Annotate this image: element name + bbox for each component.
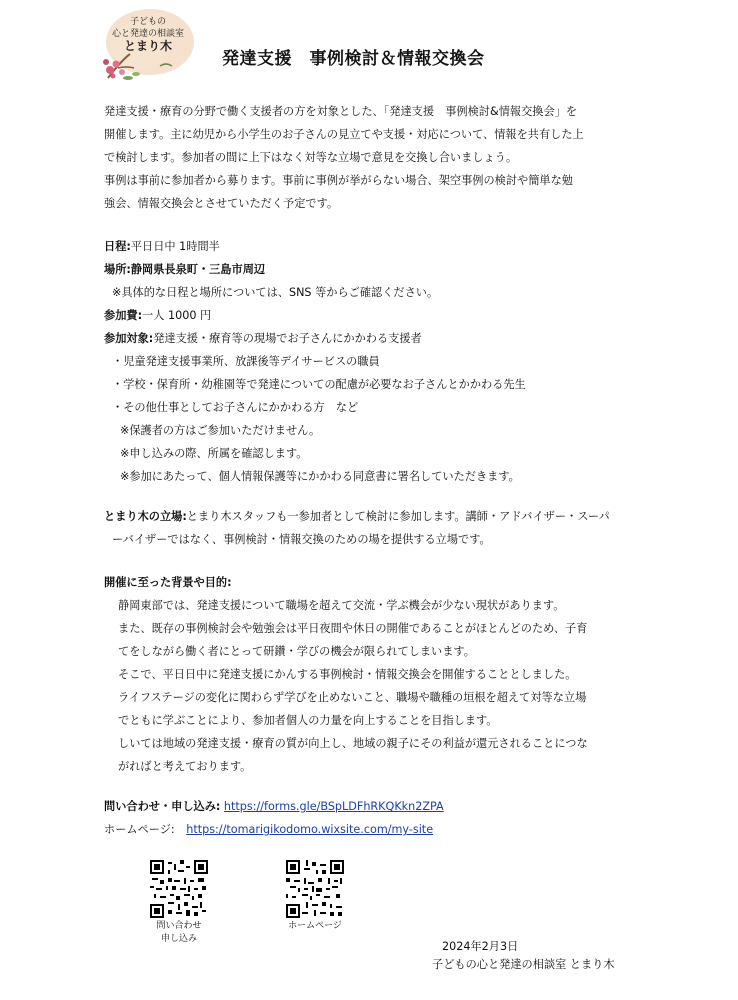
date-label: 日程:	[104, 240, 131, 253]
target-note: ※参加にあたって、個人情報保護等にかかわる同意書に署名していただきます。	[120, 470, 520, 483]
date-value: 平日日中 1時間半	[130, 240, 220, 253]
fee-row	[104, 304, 644, 327]
footer-org: 子どもの心と発達の相談室 とまり木	[432, 958, 615, 971]
target-item: ・その他仕事としてお子さんにかかわる方 など	[112, 401, 359, 414]
logo-line-1: 子どもの	[129, 17, 166, 27]
stance-line-1	[104, 505, 644, 528]
background-line: ライフステージの変化に関わらず学びを止めないこと、職場や職種の垣根を超えて対等な立場	[118, 691, 587, 704]
inquiry-qr-caption-line: 申し込み	[160, 934, 197, 944]
fee-value: 一人 1000 円	[142, 309, 212, 322]
target-note: ※保護者の方はご参加いただけません。	[120, 424, 321, 437]
intro-paragraph	[104, 100, 644, 215]
stance-label: とまり木の立場:	[104, 510, 187, 523]
homepage-qr-caption: ホームページ	[288, 921, 342, 931]
background-line: がればと考えております。	[118, 760, 252, 773]
homepage-label: ホームページ:	[104, 823, 175, 836]
logo-text	[100, 16, 196, 52]
background-line: そこで、平日日中に発達支援にかんする事例検討・情報交換会を開催することとしました。	[118, 668, 577, 681]
target-item: ・学校・保育所・幼稚園等で発達についての配慮が必要なお子さんとかかわる先生	[112, 378, 526, 391]
target-note: ※申し込みの際、所属を確認します。	[120, 447, 308, 460]
background-section	[104, 571, 644, 778]
intro-line: で検討します。参加者の間に上下はなく対等な立場で意見を交換し合いましょう。	[104, 151, 518, 164]
target-row	[104, 327, 644, 350]
background-label: 開催に至った背景や目的:	[104, 576, 232, 589]
homepage-qr-code-icon[interactable]	[286, 860, 344, 918]
fee-label: 参加費:	[104, 309, 143, 322]
stance-section	[104, 505, 644, 551]
intro-line: 事例は事前に参加者から募ります。事前に事例が挙がらない場合、架空事例の検討や簡単な勉	[104, 174, 573, 187]
footer	[432, 938, 615, 974]
background-line: でともに学ぶことにより、参加者個人の力量を向上することを目指します。	[118, 714, 498, 727]
inquiry-label: 問い合わせ・申し込み:	[104, 800, 221, 813]
intro-line: 強会、情報交換会とさせていただく予定です。	[104, 197, 339, 210]
background-line: しいては地域の発達支援・療育の質が向上し、地域の親子にその利益が還元されることにつな	[118, 737, 588, 750]
homepage-link[interactable]: https://tomarigikodomo.wixsite.com/my-site	[186, 823, 434, 836]
inquiry-qr-caption-line: 問い合わせ	[156, 921, 202, 931]
date-row	[104, 235, 644, 258]
logo	[100, 8, 196, 84]
background-line: また、既存の事例検討会や勉強会は平日夜間や休日の開催であることがほとんどのため、子育	[118, 622, 588, 635]
intro-line: 発達支援・療育の分野で働く支援者の方を対象とした、「発達支援 事例検討&情報交換会」を	[104, 105, 578, 118]
place-note: ※具体的な日程と場所については、SNS 等からご確認ください。	[112, 286, 439, 299]
target-value: 発達支援・療育等の現場でお子さんにかかわる支援者	[153, 332, 422, 345]
stance-text: とまり木スタッフも一参加者として検討に参加します。講師・アドバイザー・スーパ	[186, 510, 610, 523]
stance-line-2: ーバイザーではなく、事例検討・情報交換のための場を提供する立場です。	[112, 533, 491, 546]
page-title: 発達支援 事例検討＆情報交換会	[222, 49, 485, 69]
place-row	[104, 258, 644, 281]
inquiry-qr-code-icon[interactable]	[150, 860, 208, 918]
background-line: てをしながら働く者にとって研鑽・学びの機会が限られてしまいます。	[118, 645, 475, 658]
logo-line-2: 心と発達の相談室	[111, 29, 184, 39]
inquiry-row	[104, 795, 644, 818]
homepage-row	[104, 818, 644, 841]
inquiry-qr-caption	[134, 920, 224, 946]
logo-line-3: とまり木	[123, 39, 172, 53]
place-value: 静岡県長泉町・三島市周辺	[130, 263, 266, 276]
inquiry-link[interactable]: https://forms.gle/BSpLDFhRKQKkn2ZPA	[223, 800, 444, 813]
event-details	[104, 235, 644, 488]
footer-date: 2024年2月3日	[442, 940, 519, 953]
target-label: 参加対象:	[104, 332, 154, 345]
contact-section	[104, 795, 644, 841]
place-label: 場所:	[104, 263, 131, 276]
intro-line: 開催します。主に幼児から小学生のお子さんの見立てや支援・対応について、情報を共有した上	[104, 128, 584, 141]
background-line: 静岡東部では、発達支援について職場を超えて交流・学ぶ機会が少ない現状があります。	[118, 599, 565, 612]
target-item: ・児童発達支援事業所、放課後等デイサービスの職員	[112, 355, 380, 368]
